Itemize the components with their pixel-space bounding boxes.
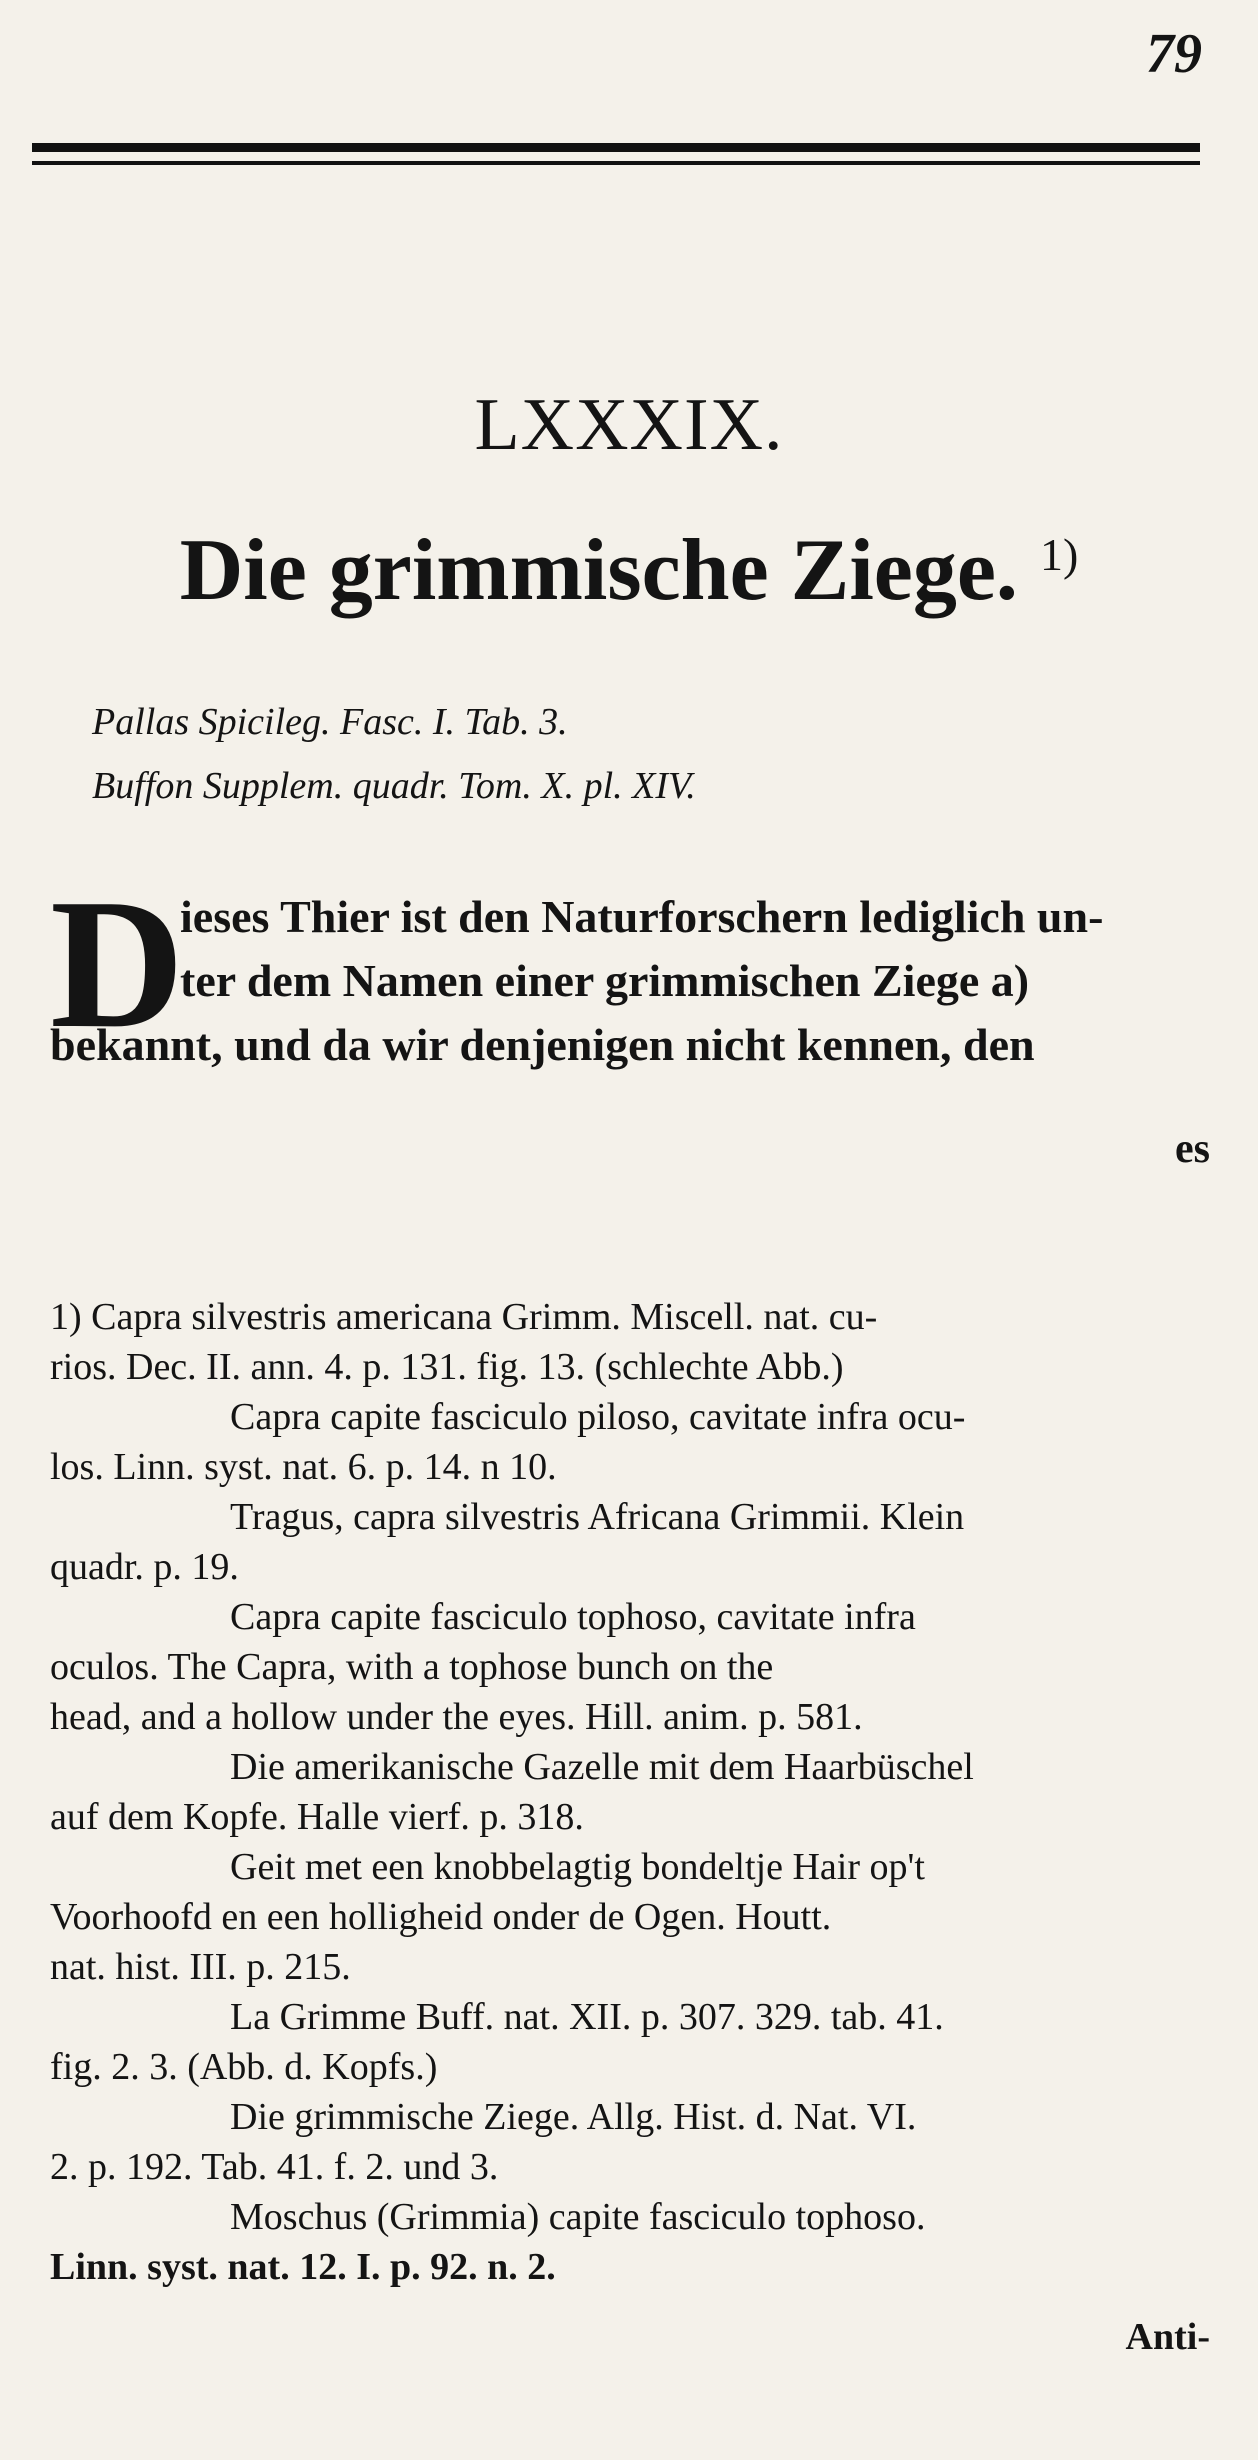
body-catchword: es (1175, 1126, 1210, 1172)
footnote-line: Tragus, capra silvestris Africana Grimmii. Klein (230, 1496, 965, 1538)
body-line: ter dem Namen einer grimmischen Ziege a) (180, 955, 1030, 1006)
footnote-line: head, and a hollow under the eyes. Hill. anim. p. 581. (50, 1696, 863, 1738)
footnote-line: Die grimmische Ziege. Allg. Hist. d. Nat. VI. (230, 2096, 917, 2138)
header-rule-thick (32, 143, 1200, 152)
footnote-line: Capra capite fasciculo piloso, cavitate infra ocu- (230, 1396, 966, 1438)
footnote-line: quadr. p. 19. (50, 1546, 239, 1588)
chapter-title (0, 520, 1258, 621)
footnote-line: los. Linn. syst. nat. 6. p. 14. n 10. (50, 1446, 557, 1488)
bibliographic-references (92, 690, 696, 818)
footnote-line: oculos. The Capra, with a tophose bunch on the (50, 1646, 774, 1688)
footnote-line: fig. 2. 3. (Abb. d. Kopfs.) (50, 2046, 438, 2088)
body-line: ieses Thier ist den Naturforschern lediglich un- (180, 891, 1104, 942)
page-number: 79 (1146, 23, 1202, 85)
footnote-line: Die amerikanische Gazelle mit dem Haarbüschel (230, 1746, 974, 1788)
footnote-line: La Grimme Buff. nat. XII. p. 307. 329. tab. 41. (230, 1996, 944, 2038)
page-catchword: Anti- (1125, 2316, 1210, 2358)
chapter-number: LXXXIX. (474, 384, 784, 466)
body-line: bekannt, und da wir denjenigen nicht kennen, den (50, 1019, 1035, 1070)
footnote-line: Geit met een knobbelagtig bondeltje Hair op't (230, 1846, 925, 1888)
drop-cap: D (50, 861, 185, 1067)
footnote-line: nat. hist. III. p. 215. (50, 1946, 351, 1988)
footnote-line: rios. Dec. II. ann. 4. p. 131. fig. 13. (schlechte Abb.) (50, 1346, 844, 1388)
reference-line: Buffon Supplem. quadr. Tom. X. pl. XIV. (92, 765, 696, 807)
footnote-line: Moschus (Grimmia) capite fasciculo tophoso. (230, 2196, 926, 2238)
footnotes (50, 1292, 1210, 2292)
footnote-line: 2. p. 192. Tab. 41. f. 2. und 3. (50, 2146, 499, 2188)
footnote-line: Capra capite fasciculo tophoso, cavitate infra (230, 1596, 916, 1638)
reference-line: Pallas Spicileg. Fasc. I. Tab. 3. (92, 701, 568, 743)
header-rule-thin (32, 161, 1200, 165)
footnote-line: Voorhoofd en een holligheid onder de Ogen. Houtt. (50, 1896, 832, 1938)
chapter-title-text: Die grimmische Ziege. (179, 522, 1018, 619)
body-paragraph (50, 861, 1210, 1077)
title-footnote-marker: 1) (1039, 529, 1079, 580)
footnote-line: auf dem Kopfe. Halle vierf. p. 318. (50, 1796, 584, 1838)
footnote-line: 1) Capra silvestris americana Grimm. Miscell. nat. cu- (50, 1296, 878, 1338)
footnote-line: Linn. syst. nat. 12. I. p. 92. n. 2. (50, 2246, 556, 2288)
